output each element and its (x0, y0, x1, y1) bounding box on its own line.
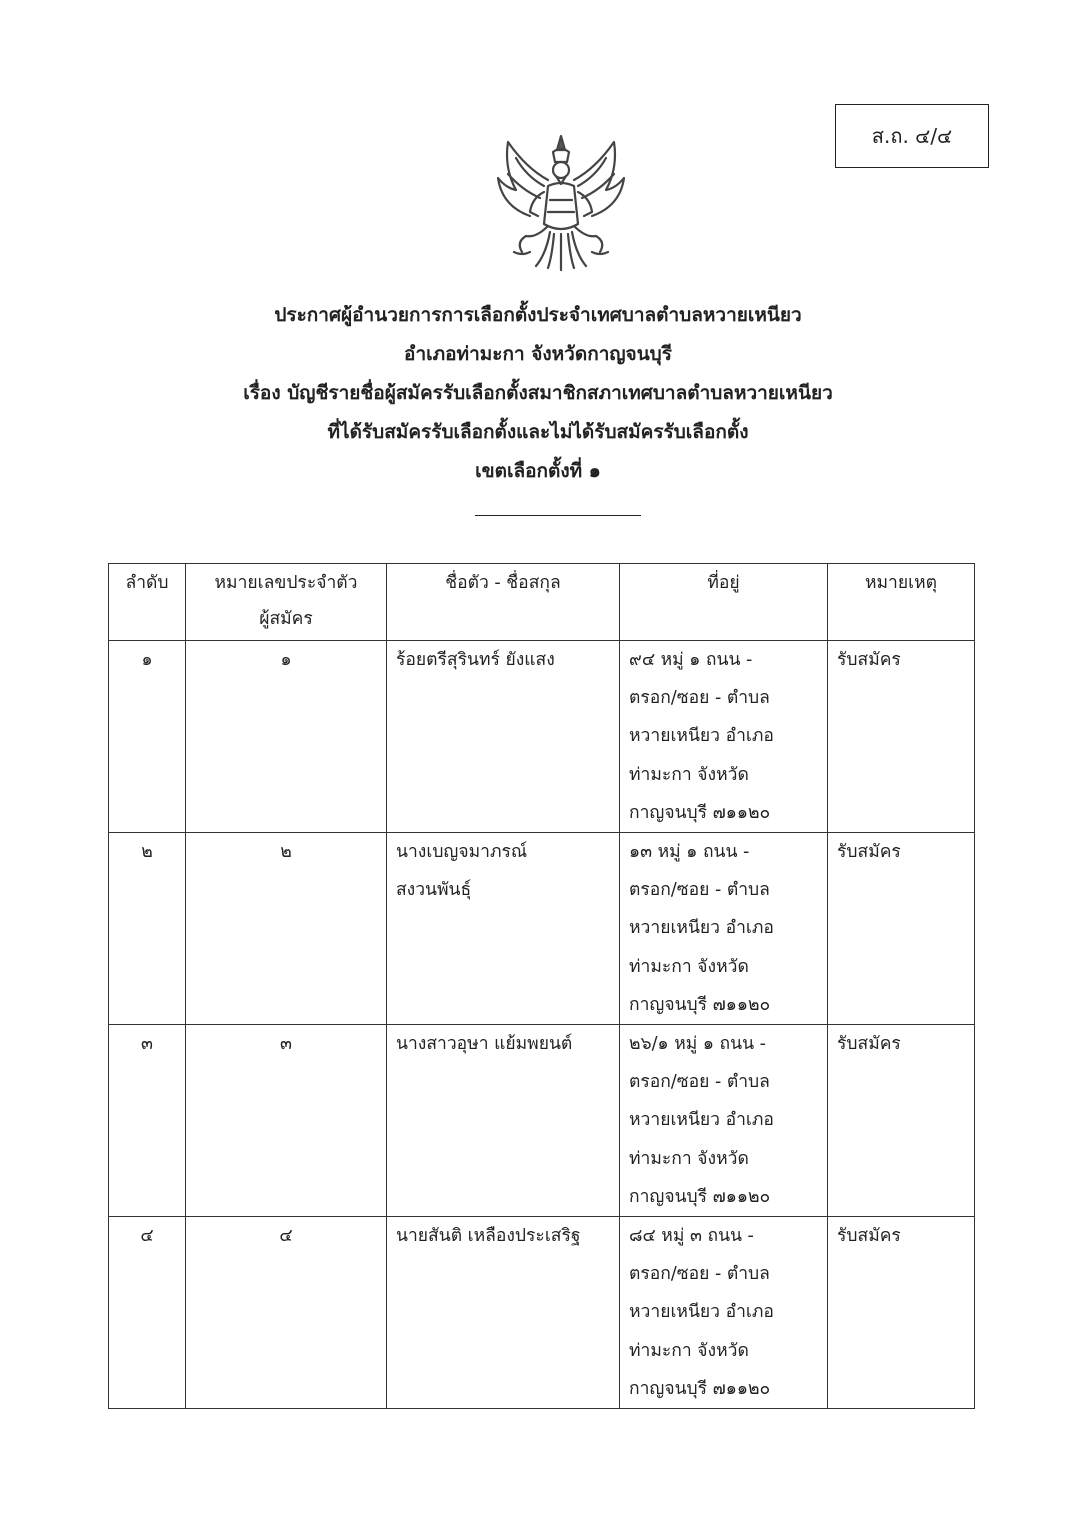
cell-name (387, 1025, 620, 1217)
table-header-row (109, 564, 975, 641)
header-order: ลำดับ (109, 564, 186, 641)
address-line: กาญจนบุรี ๗๑๑๒๐ (629, 1378, 771, 1399)
form-code-label: ส.ถ. ๔/๔ (871, 124, 953, 148)
cell-candidate-number (186, 833, 387, 1025)
remark-value: รับสมัคร (837, 650, 901, 670)
candidate-number-value: ๓ (280, 1034, 292, 1054)
cell-remark (828, 1217, 975, 1409)
candidate-table (108, 563, 975, 1409)
order-value: ๓ (141, 1034, 153, 1054)
name-line: นางสาวอุษา แย้มพยนต์ (396, 1034, 573, 1054)
cell-order (109, 1217, 186, 1409)
address-line: ท่ามะกา จังหวัด (629, 1340, 749, 1361)
name-line: สงวนพันธุ์ (396, 880, 472, 901)
cell-order (109, 641, 186, 833)
name-line: ร้อยตรีสุรินทร์ ยังแสง (396, 650, 555, 670)
header-name: ชื่อตัว - ชื่อสกุล (387, 564, 620, 641)
cell-name (387, 1217, 620, 1409)
candidate-number-value: ๒ (280, 842, 292, 862)
announcement-heading (0, 296, 1076, 491)
address-line: หวายเหนียว อำเภอ (629, 726, 774, 747)
remark-value: รับสมัคร (837, 1034, 901, 1054)
address-line: ท่ามะกา จังหวัด (629, 956, 749, 977)
cell-name (387, 833, 620, 1025)
address-line: กาญจนบุรี ๗๑๑๒๐ (629, 994, 771, 1015)
remark-value: รับสมัคร (837, 842, 901, 862)
heading-line-1: ประกาศผู้อำนวยการการเลือกตั้งประจำเทศบาลตำบลหวายเหนียว (274, 304, 802, 326)
remark-value: รับสมัคร (837, 1226, 901, 1246)
heading-line-4: ที่ได้รับสมัครรับเลือกตั้งและไม่ได้รับสมัครรับเลือกตั้ง (327, 421, 749, 443)
cell-remark (828, 641, 975, 833)
cell-address (620, 833, 828, 1025)
cell-order (109, 833, 186, 1025)
address-line: ๙๔ หมู่ ๑ ถนน - (629, 650, 753, 670)
address-line: กาญจนบุรี ๗๑๑๒๐ (629, 802, 771, 823)
cell-address (620, 1217, 828, 1409)
address-line: ท่ามะกา จังหวัด (629, 764, 749, 785)
heading-line-5: เขตเลือกตั้งที่ ๑ (475, 460, 601, 482)
name-line: นางเบญจมาภรณ์ (396, 842, 528, 862)
address-line: ตรอก/ซอย - ตำบล (629, 1072, 770, 1093)
table-row (109, 1025, 975, 1217)
address-line: ๑๓ หมู่ ๑ ถนน - (629, 842, 750, 862)
cell-name (387, 641, 620, 833)
heading-divider (475, 515, 641, 516)
name-line: นายสันติ เหลืองประเสริฐ (396, 1226, 581, 1246)
cell-address (620, 641, 828, 833)
cell-order (109, 1025, 186, 1217)
garuda-emblem-icon (486, 128, 636, 278)
address-line: หวายเหนียว อำเภอ (629, 1302, 774, 1323)
cell-candidate-number (186, 1217, 387, 1409)
address-line: ตรอก/ซอย - ตำบล (629, 688, 770, 709)
table-row (109, 641, 975, 833)
address-line: ตรอก/ซอย - ตำบล (629, 880, 770, 901)
order-value: ๔ (140, 1226, 154, 1246)
table-row (109, 833, 975, 1025)
header-address: ที่อยู่ (620, 564, 828, 641)
form-code-box (835, 104, 989, 168)
header-remark: หมายเหตุ (828, 564, 975, 641)
cell-candidate-number (186, 641, 387, 833)
cell-address (620, 1025, 828, 1217)
address-line: หวายเหนียว อำเภอ (629, 918, 774, 939)
address-line: ๘๔ หมู่ ๓ ถนน - (629, 1226, 754, 1246)
cell-remark (828, 1025, 975, 1217)
order-value: ๒ (141, 842, 153, 862)
address-line: ท่ามะกา จังหวัด (629, 1148, 749, 1169)
candidate-number-value: ๑ (280, 650, 292, 670)
candidate-number-value: ๔ (279, 1226, 293, 1246)
address-line: ๒๖/๑ หมู่ ๑ ถนน - (629, 1034, 766, 1054)
address-line: ตรอก/ซอย - ตำบล (629, 1264, 770, 1285)
cell-candidate-number (186, 1025, 387, 1217)
heading-line-3: เรื่อง บัญชีรายชื่อผู้สมัครรับเลือกตั้งสมาชิกสภาเทศบาลตำบลหวายเหนียว (243, 382, 833, 404)
table-row (109, 1217, 975, 1409)
address-line: กาญจนบุรี ๗๑๑๒๐ (629, 1186, 771, 1207)
cell-remark (828, 833, 975, 1025)
order-value: ๑ (141, 650, 153, 670)
header-candidate-number: หมายเลขประจำตัว ผู้สมัคร (186, 564, 387, 641)
address-line: หวายเหนียว อำเภอ (629, 1110, 774, 1131)
heading-line-2: อำเภอท่ามะกา จังหวัดกาญจนบุรี (404, 343, 672, 365)
